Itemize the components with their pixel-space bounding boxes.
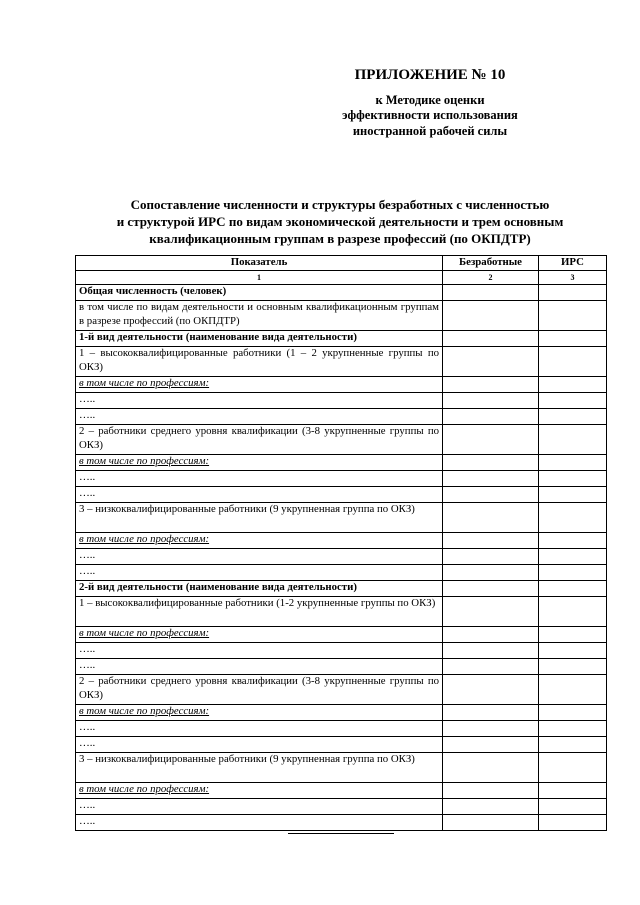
row-indicator-text: в том числе по профессиям: bbox=[79, 783, 210, 795]
table-row bbox=[76, 301, 607, 331]
row-irs-cell[interactable] bbox=[539, 331, 607, 347]
table-row bbox=[76, 597, 607, 627]
row-indicator-text: в том числе по профессиям: bbox=[79, 533, 210, 545]
row-irs-cell[interactable] bbox=[539, 425, 607, 455]
table-header-row bbox=[76, 256, 607, 271]
row-irs-cell[interactable] bbox=[539, 675, 607, 705]
table-row bbox=[76, 347, 607, 377]
appendix-line-3: иностранной рабочей силы bbox=[352, 123, 508, 138]
table-row bbox=[76, 815, 607, 831]
row-unemployed-cell[interactable] bbox=[443, 659, 539, 675]
row-unemployed-cell[interactable] bbox=[443, 581, 539, 597]
row-indicator-cell: ….. bbox=[76, 643, 443, 659]
document-title bbox=[70, 196, 610, 247]
column-number-3: 3 bbox=[539, 270, 607, 285]
row-irs-cell[interactable] bbox=[539, 549, 607, 565]
table-row bbox=[76, 659, 607, 675]
row-irs-cell[interactable] bbox=[539, 627, 607, 643]
row-unemployed-cell[interactable] bbox=[443, 409, 539, 425]
document-title-line-1: Сопоставление численности и структуры безработных с численностью bbox=[130, 197, 550, 212]
table-row bbox=[76, 581, 607, 597]
row-unemployed-cell[interactable] bbox=[443, 503, 539, 533]
table-row bbox=[76, 705, 607, 721]
row-irs-cell[interactable] bbox=[539, 753, 607, 783]
row-unemployed-cell[interactable] bbox=[443, 471, 539, 487]
row-unemployed-cell[interactable] bbox=[443, 753, 539, 783]
row-unemployed-cell[interactable] bbox=[443, 425, 539, 455]
row-irs-cell[interactable] bbox=[539, 285, 607, 301]
row-indicator-text: в том числе по профессиям: bbox=[79, 455, 210, 467]
row-irs-cell[interactable] bbox=[539, 721, 607, 737]
row-unemployed-cell[interactable] bbox=[443, 393, 539, 409]
table-row bbox=[76, 393, 607, 409]
row-indicator-cell: 2 – работники среднего уровня квалификации (3-8 укрупненные группы по ОКЗ) bbox=[76, 425, 443, 455]
row-irs-cell[interactable] bbox=[539, 409, 607, 425]
row-unemployed-cell[interactable] bbox=[443, 301, 539, 331]
row-irs-cell[interactable] bbox=[539, 533, 607, 549]
row-indicator-cell bbox=[76, 455, 443, 471]
table-row bbox=[76, 783, 607, 799]
table-row bbox=[76, 549, 607, 565]
appendix-title: ПРИЛОЖЕНИЕ № 10 bbox=[354, 67, 506, 83]
row-indicator-cell: ….. bbox=[76, 721, 443, 737]
row-indicator-cell: ….. bbox=[76, 409, 443, 425]
table-row bbox=[76, 721, 607, 737]
table-row bbox=[76, 643, 607, 659]
row-indicator-cell: 3 – низкоквалифицированные работники (9 укрупненная группа по ОКЗ) bbox=[76, 503, 443, 533]
row-unemployed-cell[interactable] bbox=[443, 331, 539, 347]
row-indicator-cell: 1 – высококвалифицированные работники (1-2 укрупненные группы по ОКЗ) bbox=[76, 597, 443, 627]
row-indicator-cell bbox=[76, 377, 443, 393]
row-unemployed-cell[interactable] bbox=[443, 799, 539, 815]
row-unemployed-cell[interactable] bbox=[443, 377, 539, 393]
table-row bbox=[76, 753, 607, 783]
row-irs-cell[interactable] bbox=[539, 487, 607, 503]
appendix-header bbox=[300, 68, 560, 139]
table-row bbox=[76, 487, 607, 503]
row-indicator-cell: 3 – низкоквалифицированные работники (9 укрупненная группа по ОКЗ) bbox=[76, 753, 443, 783]
table-row bbox=[76, 377, 607, 393]
table-row bbox=[76, 627, 607, 643]
header-irs: ИРС bbox=[539, 256, 607, 271]
row-unemployed-cell[interactable] bbox=[443, 487, 539, 503]
row-indicator-text: в том числе по профессиям: bbox=[79, 627, 210, 639]
row-irs-cell[interactable] bbox=[539, 581, 607, 597]
row-indicator-cell: ….. bbox=[76, 471, 443, 487]
table-column-numbers-row bbox=[76, 270, 607, 285]
table-row bbox=[76, 737, 607, 753]
row-unemployed-cell[interactable] bbox=[443, 737, 539, 753]
table-row bbox=[76, 285, 607, 301]
column-number-2: 2 bbox=[443, 270, 539, 285]
row-unemployed-cell[interactable] bbox=[443, 347, 539, 377]
row-unemployed-cell[interactable] bbox=[443, 285, 539, 301]
row-indicator-cell: ….. bbox=[76, 659, 443, 675]
row-indicator-cell bbox=[76, 783, 443, 799]
row-irs-cell[interactable] bbox=[539, 705, 607, 721]
row-irs-cell[interactable] bbox=[539, 377, 607, 393]
document-title-line-2: и структурой ИРС по видам экономической деятельности и трем основным bbox=[116, 214, 564, 229]
row-indicator-text: в том числе по профессиям: bbox=[79, 377, 210, 389]
row-irs-cell[interactable] bbox=[539, 737, 607, 753]
row-unemployed-cell[interactable] bbox=[443, 783, 539, 799]
row-indicator-cell: ….. bbox=[76, 487, 443, 503]
row-irs-cell[interactable] bbox=[539, 455, 607, 471]
row-indicator-cell: ….. bbox=[76, 565, 443, 581]
table-row bbox=[76, 565, 607, 581]
header-unemployed: Безработные bbox=[443, 256, 539, 271]
row-unemployed-cell[interactable] bbox=[443, 565, 539, 581]
row-irs-cell[interactable] bbox=[539, 471, 607, 487]
row-indicator-cell: ….. bbox=[76, 393, 443, 409]
row-indicator-cell: ….. bbox=[76, 799, 443, 815]
row-unemployed-cell[interactable] bbox=[443, 705, 539, 721]
row-unemployed-cell[interactable] bbox=[443, 533, 539, 549]
row-unemployed-cell[interactable] bbox=[443, 815, 539, 831]
table-row bbox=[76, 331, 607, 347]
row-irs-cell[interactable] bbox=[539, 783, 607, 799]
row-indicator-cell bbox=[76, 705, 443, 721]
row-unemployed-cell[interactable] bbox=[443, 721, 539, 737]
row-irs-cell[interactable] bbox=[539, 393, 607, 409]
appendix-line-2: эффективности использования bbox=[342, 108, 518, 122]
row-indicator-cell: 1-й вид деятельности (наименование вида деятельности) bbox=[76, 331, 443, 347]
table-row bbox=[76, 533, 607, 549]
row-indicator-cell: 2-й вид деятельности (наименование вида деятельности) bbox=[76, 581, 443, 597]
row-irs-cell[interactable] bbox=[539, 565, 607, 581]
table-row bbox=[76, 675, 607, 705]
row-indicator-cell: ….. bbox=[76, 549, 443, 565]
table-row bbox=[76, 425, 607, 455]
row-indicator-cell: ….. bbox=[76, 737, 443, 753]
row-irs-cell[interactable] bbox=[539, 799, 607, 815]
row-unemployed-cell[interactable] bbox=[443, 627, 539, 643]
footer-rule bbox=[288, 833, 394, 834]
row-unemployed-cell[interactable] bbox=[443, 597, 539, 627]
row-unemployed-cell[interactable] bbox=[443, 455, 539, 471]
row-indicator-cell: 1 – высококвалифицированные работники (1 – 2 укрупненные группы по ОКЗ) bbox=[76, 347, 443, 377]
row-irs-cell[interactable] bbox=[539, 347, 607, 377]
table-row bbox=[76, 503, 607, 533]
row-unemployed-cell[interactable] bbox=[443, 675, 539, 705]
row-indicator-cell: ….. bbox=[76, 815, 443, 831]
document-title-line-3: квалификационным группам в разрезе профессий (по ОКПДТР) bbox=[149, 231, 531, 246]
row-indicator-text: в том числе по профессиям: bbox=[79, 705, 210, 717]
row-irs-cell[interactable] bbox=[539, 503, 607, 533]
appendix-line-1: к Методике оценки bbox=[375, 92, 485, 107]
table-row bbox=[76, 455, 607, 471]
row-indicator-cell: в том числе по видам деятельности и основным квалификационным группам в разрезе профессий (по ОКПДТР) bbox=[76, 301, 443, 331]
row-indicator-cell bbox=[76, 627, 443, 643]
row-irs-cell[interactable] bbox=[539, 643, 607, 659]
row-irs-cell[interactable] bbox=[539, 597, 607, 627]
row-unemployed-cell[interactable] bbox=[443, 643, 539, 659]
row-irs-cell[interactable] bbox=[539, 815, 607, 831]
row-indicator-cell: Общая численность (человек) bbox=[76, 285, 443, 301]
table-row bbox=[76, 409, 607, 425]
row-irs-cell[interactable] bbox=[539, 659, 607, 675]
row-indicator-cell: 2 – работники среднего уровня квалификации (3-8 укрупненные группы по ОКЗ) bbox=[76, 675, 443, 705]
table-row bbox=[76, 799, 607, 815]
row-indicator-cell bbox=[76, 533, 443, 549]
row-irs-cell[interactable] bbox=[539, 301, 607, 331]
table-row bbox=[76, 471, 607, 487]
row-unemployed-cell[interactable] bbox=[443, 549, 539, 565]
column-number-1: 1 bbox=[76, 270, 443, 285]
comparison-table bbox=[75, 255, 607, 831]
header-indicator: Показатель bbox=[76, 256, 443, 271]
